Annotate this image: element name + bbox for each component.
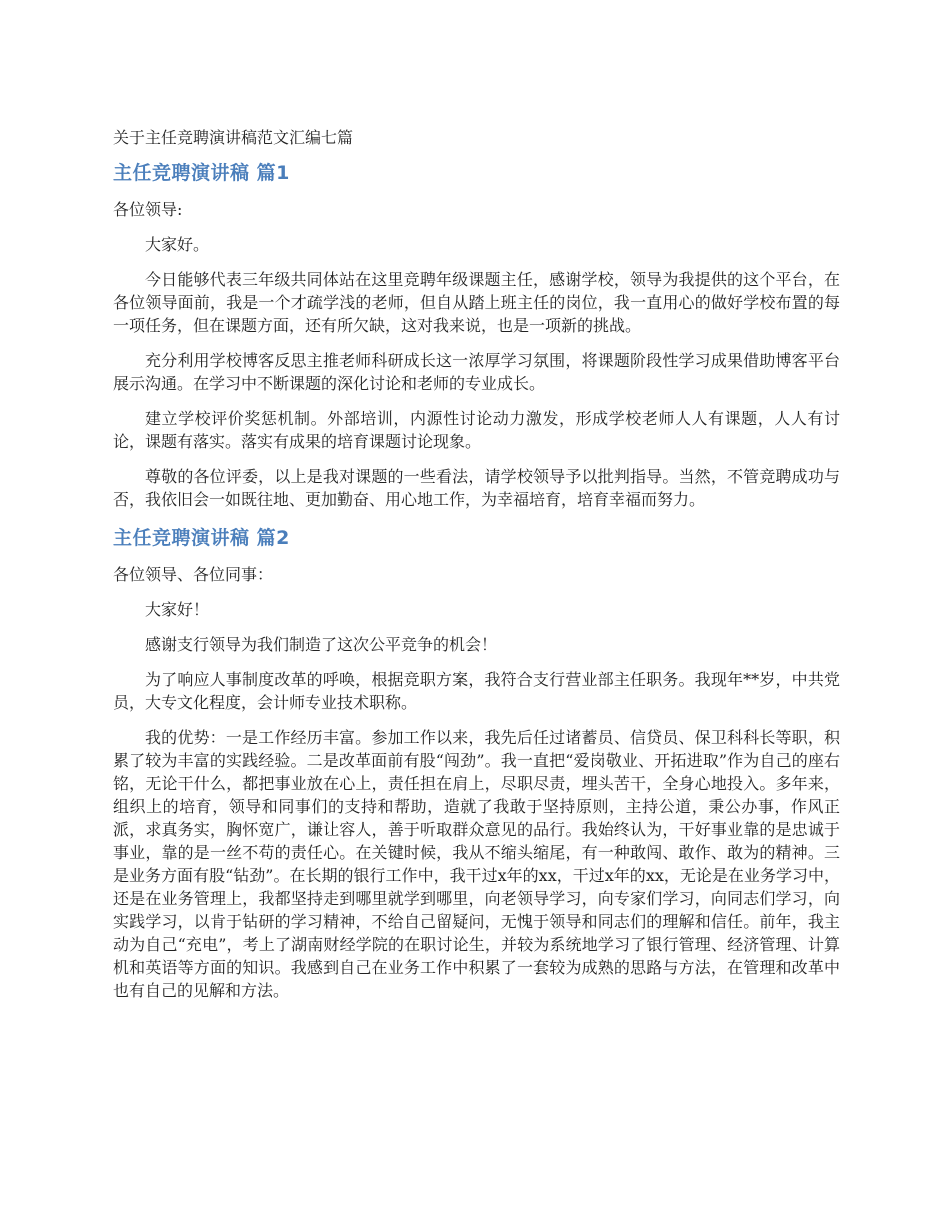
paragraph: 我的优势：一是工作经历丰富。参加工作以来，我先后任过诸蓄员、信贷员、保卫科科长等职，积累了较为丰富的实践经验。二是改革面前有股“闯劲”。我一直把“爱岗敬业、开拓进取”作为自己的座右铭，无论干什么，都把事业放在心上，责任担在肩上，尽职尽责，埋头苦干，全身心地投入。多年来，组织上的培育，领导和同事们的支持和帮助，造就了我敢于坚持原则，主持公道，秉公办事，作风正派，求真务实，胸怀宽广，谦让容人，善于听取群众意见的品行。我始终认为，干好事业靠的是忠诚于事业，靠的是一丝不苟的责任心。在关键时候，我从不缩头缩尾，有一种敢闯、敢作、敢为的精神。三是业务方面有股“钻劲”。在长期的银行工作中，我干过x年的xx，干过x年的xx，无论是在业务学习中，还是在业务管理上，我都坚持走到哪里就学到哪里，向老领导学习，向专家们学习，向同志们学习，向实践学习，以肯于钻研的学习精神，不给自己留疑问，无愧于领导和同志们的理解和信任。前年，我主动为自己“充电”，考上了湖南财经学院的在职讨论生，并较为系统地学习了银行管理、经济管理、计算机和英语等方面的知识。我感到自己在业务工作中积累了一套较为成熟的思路与方法，在管理和改革中也有自己的见解和方法。 xyxy=(113,728,840,1000)
salutation: 各位领导: xyxy=(113,200,183,219)
paragraph: 建立学校评价奖惩机制。外部培训，内源性讨论动力激发，形成学校老师人人有课题，人人有讨论，课题有落实。落实有成果的培育课题讨论现象。 xyxy=(113,409,840,451)
salutation: 各位领导、各位同事： xyxy=(113,565,274,584)
section-2 xyxy=(113,525,840,1002)
document-title: 关于主任竞聘演讲稿范文汇编七篇 xyxy=(113,128,354,147)
section-heading: 主任竞聘演讲稿 篇1 xyxy=(113,162,290,184)
paragraph: 今日能够代表三年级共同体站在这里竞聘年级课题主任，感谢学校，领导为我提供的这个平台，在各位领导面前，我是一个才疏学浅的老师，但自从踏上班主任的岗位，我一直用心的做好学校布置的每一项任务，但在课题方面，还有所欠缺，这对我来说，也是一项新的挑战。 xyxy=(113,270,840,335)
document-page xyxy=(113,126,840,1014)
paragraph: 感谢支行领导为我们制造了这次公平竞争的机会！ xyxy=(145,635,498,654)
paragraph: 为了响应人事制度改革的呼唤，根据竞职方案，我符合支行营业部主任职务。我现年**岁，中共党员，大专文化程度，会计师专业技术职称。 xyxy=(113,670,840,712)
paragraph: 大家好！ xyxy=(145,600,210,619)
section-heading: 主任竞聘演讲稿 篇2 xyxy=(113,527,290,549)
paragraph: 充分利用学校博客反思主推老师科研成长这一浓厚学习氛围，将课题阶段性学习成果借助博客平台展示沟通。在学习中不断课题的深化讨论和老师的专业成长。 xyxy=(113,351,840,393)
paragraph: 大家好。 xyxy=(145,235,210,254)
paragraph: 尊敬的各位评委，以上是我对课题的一些看法，请学校领导予以批判指导。当然，不管竞聘成功与否，我依旧会一如既往地、更加勤奋、用心地工作，为幸福培育，培育幸福而努力。 xyxy=(113,467,840,509)
section-1 xyxy=(113,160,840,511)
